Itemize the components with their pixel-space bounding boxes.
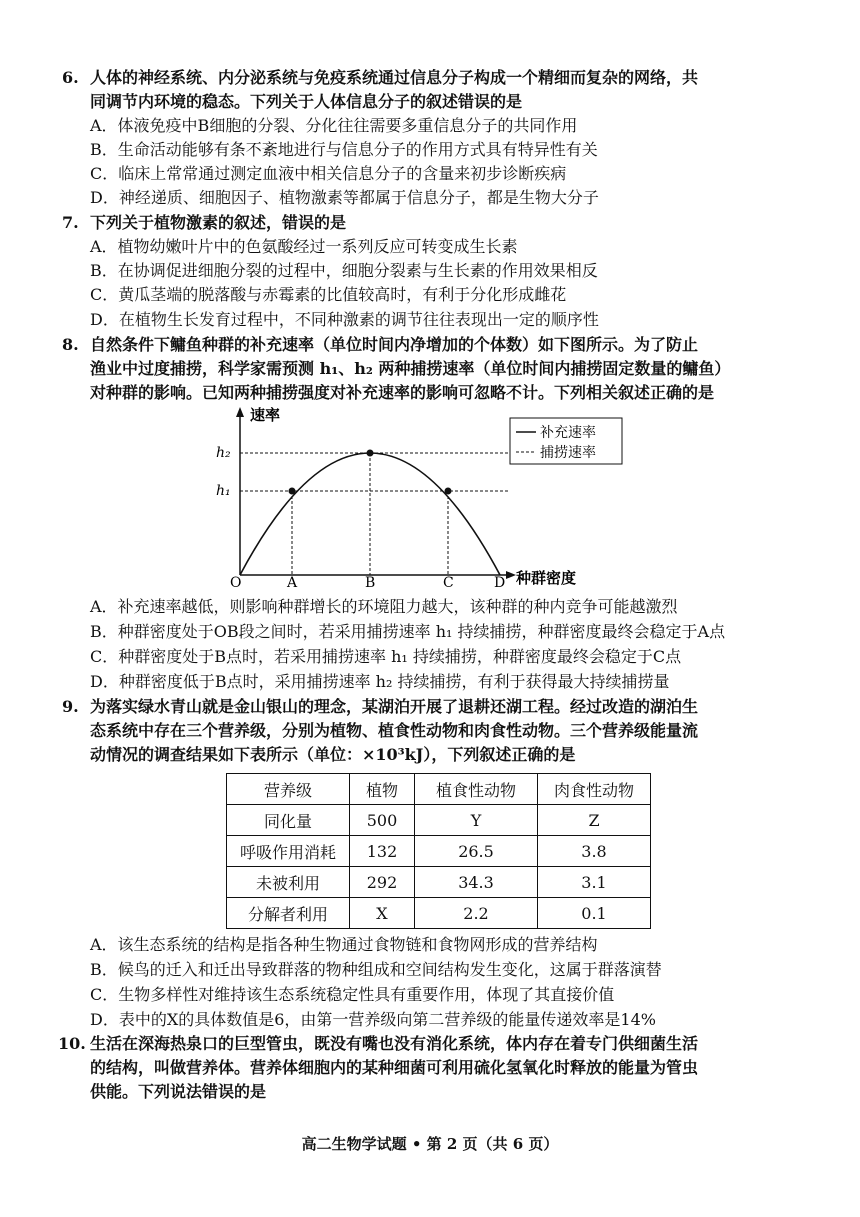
option-a: A．植物幼嫩叶片中的色氨酸经过一系列反应可转变成生长素	[90, 237, 518, 256]
question-stem: 下列关于植物激素的叙述，错误的是	[90, 213, 347, 232]
x-axis-label: 种群密度	[516, 569, 577, 587]
table-header-cell: 植物	[350, 774, 415, 805]
question-stem: 供能。下列说法错误的是	[90, 1082, 267, 1101]
question-stem: 的结构，叫做营养体。营养体细胞内的某种细菌可利用硫化氢氧化时释放的能量为管虫	[90, 1058, 699, 1077]
x-tick-c: C	[443, 575, 454, 590]
table-row	[227, 867, 651, 898]
table-row	[227, 898, 651, 929]
x-tick-d: D	[494, 575, 506, 590]
option-b: B．候鸟的迁入和迁出导致群落的物种组成和空间结构发生变化，这属于群落演替	[90, 960, 662, 979]
table-cell: Y	[415, 805, 538, 836]
question-number: 7.	[62, 213, 79, 232]
table-cell: 3.1	[538, 867, 651, 898]
legend-replenish-label: 补充速率	[540, 425, 596, 441]
x-tick-b: B	[365, 575, 376, 590]
table-row	[227, 805, 651, 836]
table-row	[227, 836, 651, 867]
table-cell: Z	[538, 805, 651, 836]
table-header-cell: 植食性动物	[415, 774, 538, 805]
table-cell: 未被利用	[227, 867, 350, 898]
option-d: D．在植物生长发育过程中，不同种激素的调节往往表现出一定的顺序性	[90, 310, 599, 329]
option-d: D．表中的X的具体数值是6，由第一营养级向第二营养级的能量传递效率是14%	[90, 1010, 656, 1029]
option-c: C．黄瓜茎端的脱落酸与赤霉素的比值较高时，有利于分化形成雌花	[90, 285, 567, 304]
origin-label: O	[230, 575, 242, 590]
question-number: 10.	[58, 1034, 86, 1053]
question-stem: 动情况的调查结果如下表所示（单位：×10³kJ），下列叙述正确的是	[90, 745, 576, 764]
option-a: A．该生态系统的结构是指各种生物通过食物链和食物网形成的营养结构	[90, 935, 598, 954]
table-cell: 0.1	[538, 898, 651, 929]
table-cell: 3.8	[538, 836, 651, 867]
option-b: B．在协调促进细胞分裂的过程中，细胞分裂素与生长素的作用效果相反	[90, 261, 598, 280]
option-b: B．生命活动能够有条不紊地进行与信息分子的作用方式具有特异性有关	[90, 140, 598, 159]
y-axis-label: 速率	[250, 406, 281, 424]
h2-tick-label: h₂	[216, 445, 231, 461]
table-header-cell: 营养级	[227, 774, 350, 805]
question-number: 8.	[62, 335, 79, 354]
h1-tick-label: h₁	[216, 483, 231, 499]
table-cell: 132	[350, 836, 415, 867]
page-footer: 高二生物学试题 • 第 2 页（共 6 页）	[301, 1135, 559, 1153]
question-stem: 态系统中存在三个营养级，分别为植物、植食性动物和肉食性动物。三个营养级能量流	[90, 721, 699, 740]
table-cell: 292	[350, 867, 415, 898]
population-rate-chart	[210, 405, 630, 590]
table-cell: 34.3	[415, 867, 538, 898]
x-tick-a: A	[287, 575, 298, 590]
legend-harvest-label: 捕捞速率	[540, 445, 596, 461]
question-stem: 生活在深海热泉口的巨型管虫，既没有嘴也没有消化系统，体内存在着专门供细菌生活	[90, 1034, 699, 1053]
question-stem: 人体的神经系统、内分泌系统与免疫系统通过信息分子构成一个精细而复杂的网络，共	[90, 68, 699, 87]
question-stem: 为落实绿水青山就是金山银山的理念，某湖泊开展了退耕还湖工程。经过改造的湖泊生	[90, 697, 699, 716]
question-stem: 渔业中过度捕捞，科学家需预测 h₁、h₂ 两种捕捞速率（单位时间内捕捞固定数量的鳙鱼）	[90, 359, 731, 378]
table-cell: 同化量	[227, 805, 350, 836]
option-d: D．种群密度低于B点时，采用捕捞速率 h₂ 持续捕捞，有利于获得最大持续捕捞量	[90, 672, 670, 691]
table-header-cell: 肉食性动物	[538, 774, 651, 805]
table-cell: 500	[350, 805, 415, 836]
point-b	[367, 450, 374, 457]
energy-flow-table	[226, 773, 651, 929]
x-axis-arrow	[506, 571, 516, 579]
table-cell: 呼吸作用消耗	[227, 836, 350, 867]
table-header-row	[227, 774, 651, 805]
table-cell: 2.2	[415, 898, 538, 929]
point-a	[289, 488, 296, 495]
option-a: A．补充速率越低，则影响种群增长的环境阻力越大，该种群的种内竞争可能越激烈	[90, 597, 678, 616]
table-cell: 分解者利用	[227, 898, 350, 929]
option-a: A．体液免疫中B细胞的分裂、分化往往需要多重信息分子的共同作用	[90, 116, 578, 135]
question-number: 9.	[62, 697, 79, 716]
question-stem: 同调节内环境的稳态。下列关于人体信息分子的叙述错误的是	[90, 92, 523, 111]
table-cell: X	[350, 898, 415, 929]
option-c: C．临床上常常通过测定血液中相关信息分子的含量来初步诊断疾病	[90, 164, 567, 183]
y-axis-arrow	[236, 407, 244, 417]
option-c: C．生物多样性对维持该生态系统稳定性具有重要作用，体现了其直接价值	[90, 985, 615, 1004]
option-c: C．种群密度处于B点时，若采用捕捞速率 h₁ 持续捕捞，种群密度最终会稳定于C点	[90, 647, 682, 666]
option-b: B．种群密度处于OB段之间时，若采用捕捞速率 h₁ 持续捕捞，种群密度最终会稳定于A点	[90, 622, 726, 641]
point-c	[445, 488, 452, 495]
question-stem: 对种群的影响。已知两种捕捞强度对补充速率的影响可忽略不计。下列相关叙述正确的是	[90, 383, 715, 402]
option-d: D．神经递质、细胞因子、植物激素等都属于信息分子，都是生物大分子	[90, 188, 599, 207]
table-cell: 26.5	[415, 836, 538, 867]
question-number: 6.	[62, 68, 79, 87]
question-stem: 自然条件下鳙鱼种群的补充速率（单位时间内净增加的个体数）如下图所示。为了防止	[90, 335, 699, 354]
